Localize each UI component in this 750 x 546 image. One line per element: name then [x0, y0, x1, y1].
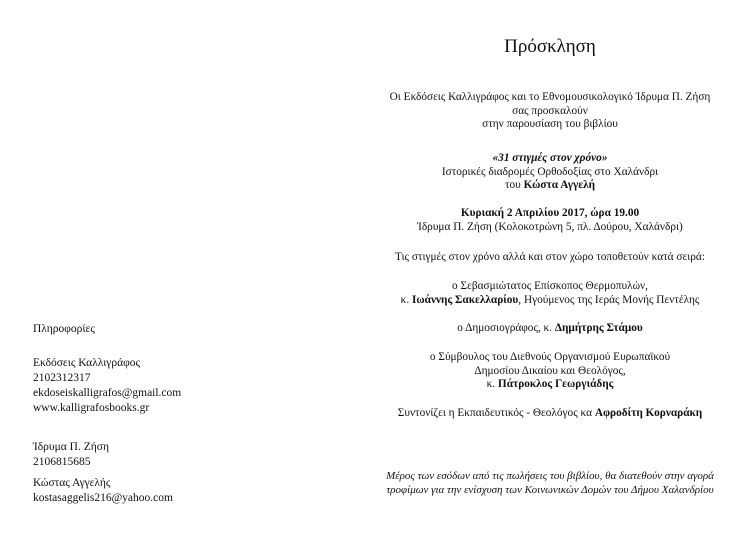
- speaker-1-line-1: ο Σεβασμιώτατος Επίσκοπος Θερμοπυλών,: [452, 280, 648, 292]
- speaker-3-line-3: [370, 378, 730, 392]
- book-subtitle: Ιστορικές διαδρομές Ορθοδοξίας στο Χαλάνδρι: [441, 165, 659, 178]
- speaker-3: [370, 351, 730, 392]
- info-heading-text: Πληροφορίες: [33, 323, 95, 335]
- book-author-prefix: του: [504, 179, 521, 191]
- invitation-column: [370, 0, 730, 546]
- footnote-line-1: Μέρος των εσόδων από τις πωλήσεις του βιβλίου, θα διατεθούν στην αγορά: [386, 470, 714, 482]
- footnote: [370, 470, 730, 497]
- speaker-1-prefix: κ.: [400, 293, 410, 306]
- speaker-2: [370, 322, 730, 336]
- invitation-intro: [370, 91, 730, 132]
- publisher-phone: 2102312317: [33, 372, 91, 384]
- speaker-1-line-2: [370, 294, 730, 308]
- publisher-email: ekdoseiskalligrafos@gmail.com: [33, 387, 182, 399]
- intro-line-1: Οι Εκδόσεις Καλλιγράφος και το Εθνομουσικολογικό Ίδρυμα Π. Ζήση: [389, 91, 711, 103]
- book-title: «31 στιγμές στον χρόνο»: [492, 152, 608, 164]
- moderator-name: Αφροδίτη Κορναράκη: [594, 407, 703, 419]
- event-info: [370, 207, 730, 234]
- speaker-1-suffix: , Ηγούμενος της Ιεράς Μονής Πεντέλης: [518, 293, 700, 306]
- event-datetime: Κυριακή 2 Απριλίου 2017, ώρα 19.00: [460, 207, 640, 219]
- author-contact-email: kostasaggelis216@yahoo.com: [33, 492, 173, 504]
- foundation-name: Ίδρυμα Π. Ζήση: [33, 441, 109, 453]
- publisher-name: Εκδόσεις Καλλιγράφος: [33, 357, 141, 369]
- book-info: [370, 152, 730, 193]
- author-contact-block: [33, 476, 173, 506]
- speaker-3-line-1: ο Σύμβουλος του Διεθνούς Οργανισμού Ευρωπαϊκού: [429, 351, 671, 363]
- speaker-3-prefix: κ.: [486, 378, 496, 390]
- publisher-contact-block: [33, 356, 181, 416]
- footnote-line-2: τροφίμων για την ενίσχυση των Κοινωνικών Δομών του Δήμου Χαλανδρίου: [386, 483, 714, 496]
- speaker-2-prefix: ο Δημοσιογράφος, κ.: [457, 322, 553, 334]
- info-heading: [33, 322, 95, 337]
- speaker-3-name: Πάτροκλος Γεωργιάδης: [497, 378, 614, 390]
- speaker-2-name: Δημήτρης Στάμου: [554, 322, 643, 334]
- speaker-1: [370, 280, 730, 307]
- event-venue: Ίδρυμα Π. Ζήση (Κολοκοτρώνη 5, πλ. Δούρου, Χαλάνδρι): [417, 220, 683, 233]
- moderator-prefix: Συντονίζει η Εκπαιδευτικός - Θεολόγος κα: [397, 407, 593, 419]
- invitation-title: Πρόσκληση: [504, 36, 596, 57]
- book-author-line: [370, 179, 730, 193]
- intro-line-2: σας προσκαλούν: [512, 104, 588, 117]
- speaker-1-name: Ιωάννης Σακελλαρίου: [411, 293, 519, 306]
- speakers-intro: Τις στιγμές στον χρόνο αλλά και στον χώρο τοποθετούν κατά σειρά:: [395, 251, 705, 263]
- speaker-3-line-2: Δημοσίου Δικαίου και Θεολόγος,: [474, 364, 626, 377]
- intro-line-3: στην παρουσίαση του βιβλίου: [482, 118, 618, 130]
- foundation-contact-block: [33, 440, 109, 470]
- book-author: Κώστα Αγγελή: [523, 179, 596, 191]
- publisher-website: www.kalligrafosbooks.gr: [33, 402, 150, 414]
- moderator: [370, 407, 730, 421]
- author-contact-name: Κώστας Αγγελής: [33, 477, 111, 489]
- foundation-phone: 2106815685: [33, 456, 91, 468]
